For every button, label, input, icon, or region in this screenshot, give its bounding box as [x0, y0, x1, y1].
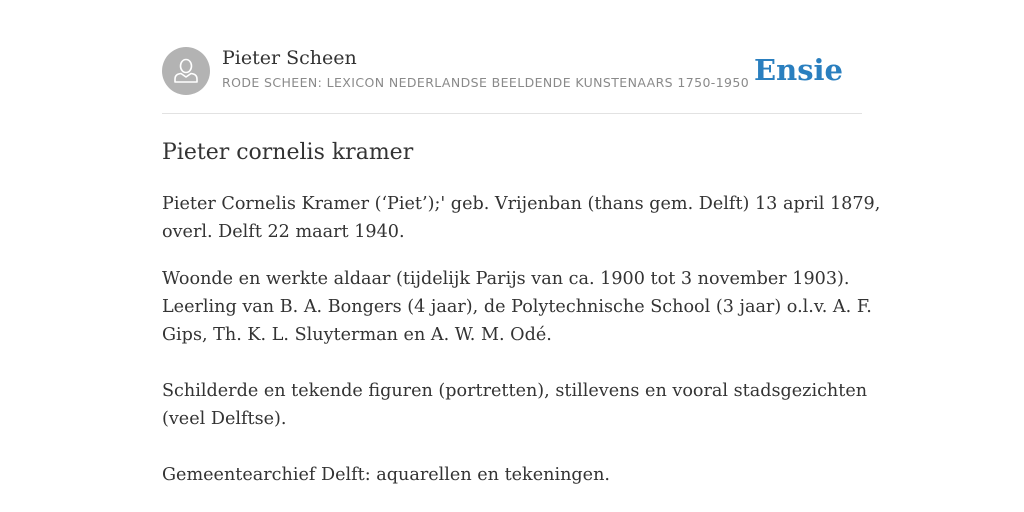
text-line: overl. Delft 22 maart 1940. — [162, 222, 405, 242]
article-title: Pieter cornelis kramer — [162, 140, 414, 165]
text-line: Schilderde en tekende figuren (portretten), stillevens en vooral stadsgezichten — [162, 381, 868, 401]
text-line: Leerling van B. A. Bongers (4 jaar), de Polytechnische School (3 jaar) o.l.v. A. F. — [162, 297, 872, 317]
paragraph-training — [162, 265, 872, 349]
text-line: Pieter Cornelis Kramer (‘Piet’);' geb. Vrijenban (thans gem. Delft) 13 april 1879, — [162, 194, 881, 214]
ensie-logo[interactable]: Ensie — [754, 53, 843, 87]
article-card — [162, 0, 881, 485]
text-line: Woonde en werkte aldaar (tijdelijk Parijs van ca. 1900 tot 3 november 1903). — [162, 269, 850, 289]
paragraph-collection — [162, 461, 862, 489]
text-line: (veel Delftse). — [162, 409, 287, 429]
text-line: Gemeentearchief Delft: aquarellen en tekeningen. — [162, 465, 611, 485]
user-icon[interactable] — [162, 47, 210, 95]
paragraph-biography — [162, 190, 881, 246]
source-title[interactable]: RODE SCHEEN: LEXICON NEDERLANDSE BEELDENDE KUNSTENAARS 1750-1950 — [222, 75, 750, 90]
text-line: Gips, Th. K. L. Sluyterman en A. W. M. Odé. — [162, 325, 552, 345]
paragraph-work — [162, 377, 868, 433]
article-header — [162, 0, 862, 114]
author-name[interactable]: Pieter Scheen — [222, 47, 357, 69]
